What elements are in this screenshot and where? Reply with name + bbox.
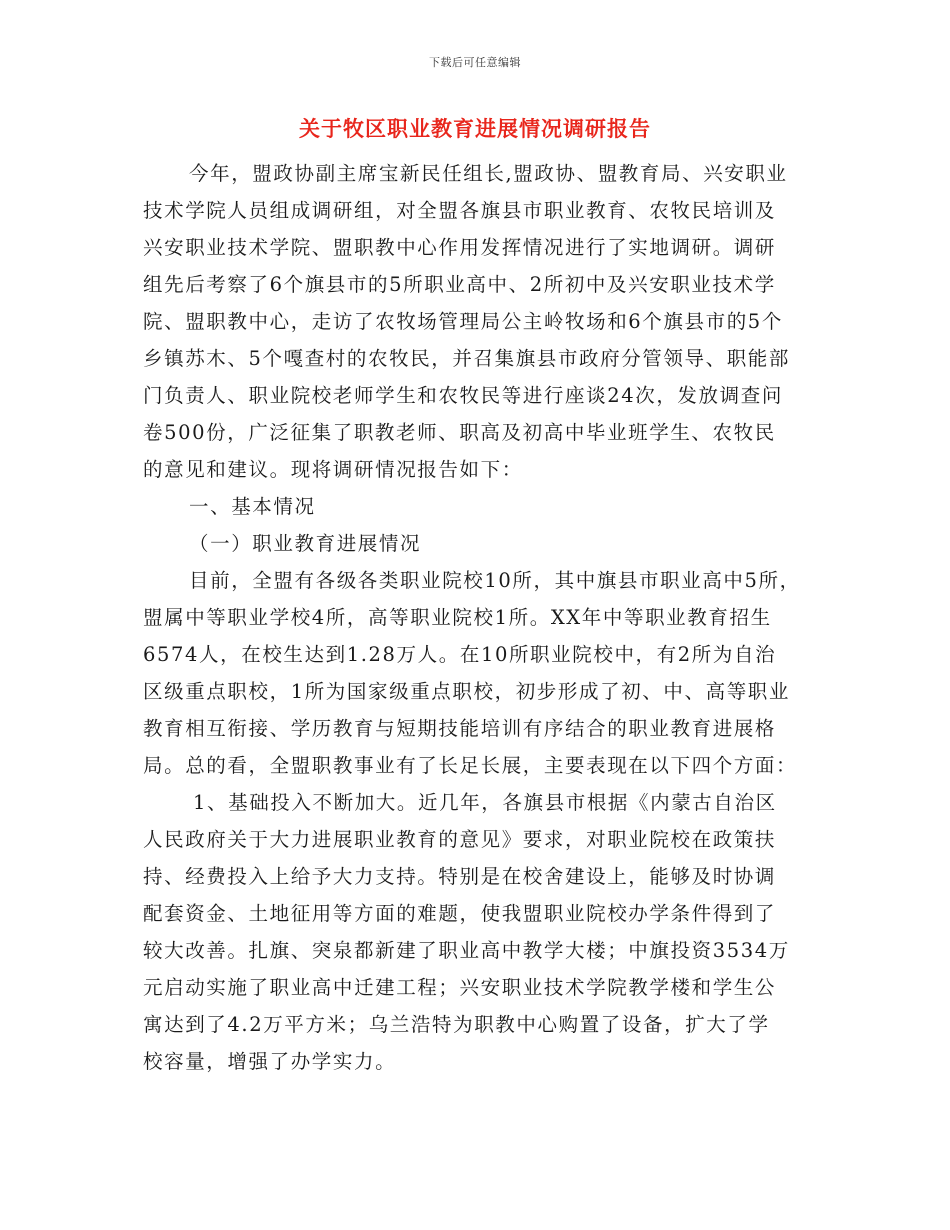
- paragraph-line: 乡镇苏木、5个嘎查村的农牧民，并召集旗县市政府分管领导、职能部: [143, 347, 791, 370]
- paragraph-line: 寓达到了4.2万平方米；乌兰浩特为职教中心购置了设备，扩大了学: [143, 1013, 770, 1036]
- subsection-heading: （一）职业教育进展情况: [189, 532, 422, 555]
- paragraph-line: 卷500份，广泛征集了职教老师、职高及初高中毕业班学生、农牧民: [143, 421, 776, 444]
- section-heading: 一、基本情况: [189, 495, 316, 518]
- header-note: 下载后可任意编辑: [429, 56, 521, 69]
- paragraph-line: 的意见和建议。现将调研情况报告如下：: [143, 458, 523, 481]
- paragraph-line: 盟属中等职业学校4所，高等职业院校1所。XX年中等职业教育招生: [143, 606, 772, 629]
- paragraph-line: 教育相互衔接、学历教育与短期技能培训有序结合的职业教育进展格: [143, 717, 777, 740]
- document-title: 关于牧区职业教育进展情况调研报告: [299, 116, 651, 141]
- paragraph-line: 配套资金、土地征用等方面的难题，使我盟职业院校办学条件得到了: [143, 902, 777, 925]
- paragraph-line: 较大改善。扎旗、突泉都新建了职业高中教学大楼；中旗投资3534万: [143, 939, 790, 962]
- paragraph-line: 区级重点职校，1所为国家级重点职校，初步形成了初、中、高等职业: [143, 680, 791, 703]
- paragraph-line: 今年，盟政协副主席宝新民任组长,盟政协、盟教育局、兴安职业: [189, 162, 788, 185]
- paragraph-line: 人民政府关于大力进展职业教育的意见》要求，对职业院校在政策扶: [143, 828, 777, 851]
- paragraph-line: 6574人，在校生达到1.28万人。在10所职业院校中，有2所为自治: [143, 643, 777, 666]
- paragraph-line: 组先后考察了6个旗县市的5所职业高中、2所初中及兴安职业技术学: [143, 273, 776, 296]
- paragraph-line: 目前，全盟有各级各类职业院校10所，其中旗县市职业高中5所，: [189, 569, 801, 592]
- paragraph-line: 门负责人、职业院校老师学生和农牧民等进行座谈24次，发放调查问: [143, 384, 783, 407]
- document-body: [143, 155, 815, 1080]
- paragraph-line: 持、经费投入上给予大力支持。特别是在校舍建设上，能够及时协调: [143, 865, 777, 888]
- paragraph-line: 元启动实施了职业高中迁建工程；兴安职业技术学院教学楼和学生公: [143, 976, 777, 999]
- paragraph-line: 1、基础投入不断加大。近几年，各旗县市根据《内蒙古自治区: [193, 791, 777, 814]
- paragraph-line: 院、盟职教中心，走访了农牧场管理局公主岭牧场和6个旗县市的5个: [143, 310, 783, 333]
- paragraph-line: 技术学院人员组成调研组，对全盟各旗县市职业教育、农牧民培训及: [143, 199, 777, 222]
- paragraph-line: 校容量，增强了办学实力。: [143, 1050, 397, 1073]
- paragraph-line: 兴安职业技术学院、盟职教中心作用发挥情况进行了实地调研。调研: [143, 236, 777, 259]
- paragraph-line: 局。总的看，全盟职教事业有了长足长展，主要表现在以下四个方面：: [143, 754, 798, 777]
